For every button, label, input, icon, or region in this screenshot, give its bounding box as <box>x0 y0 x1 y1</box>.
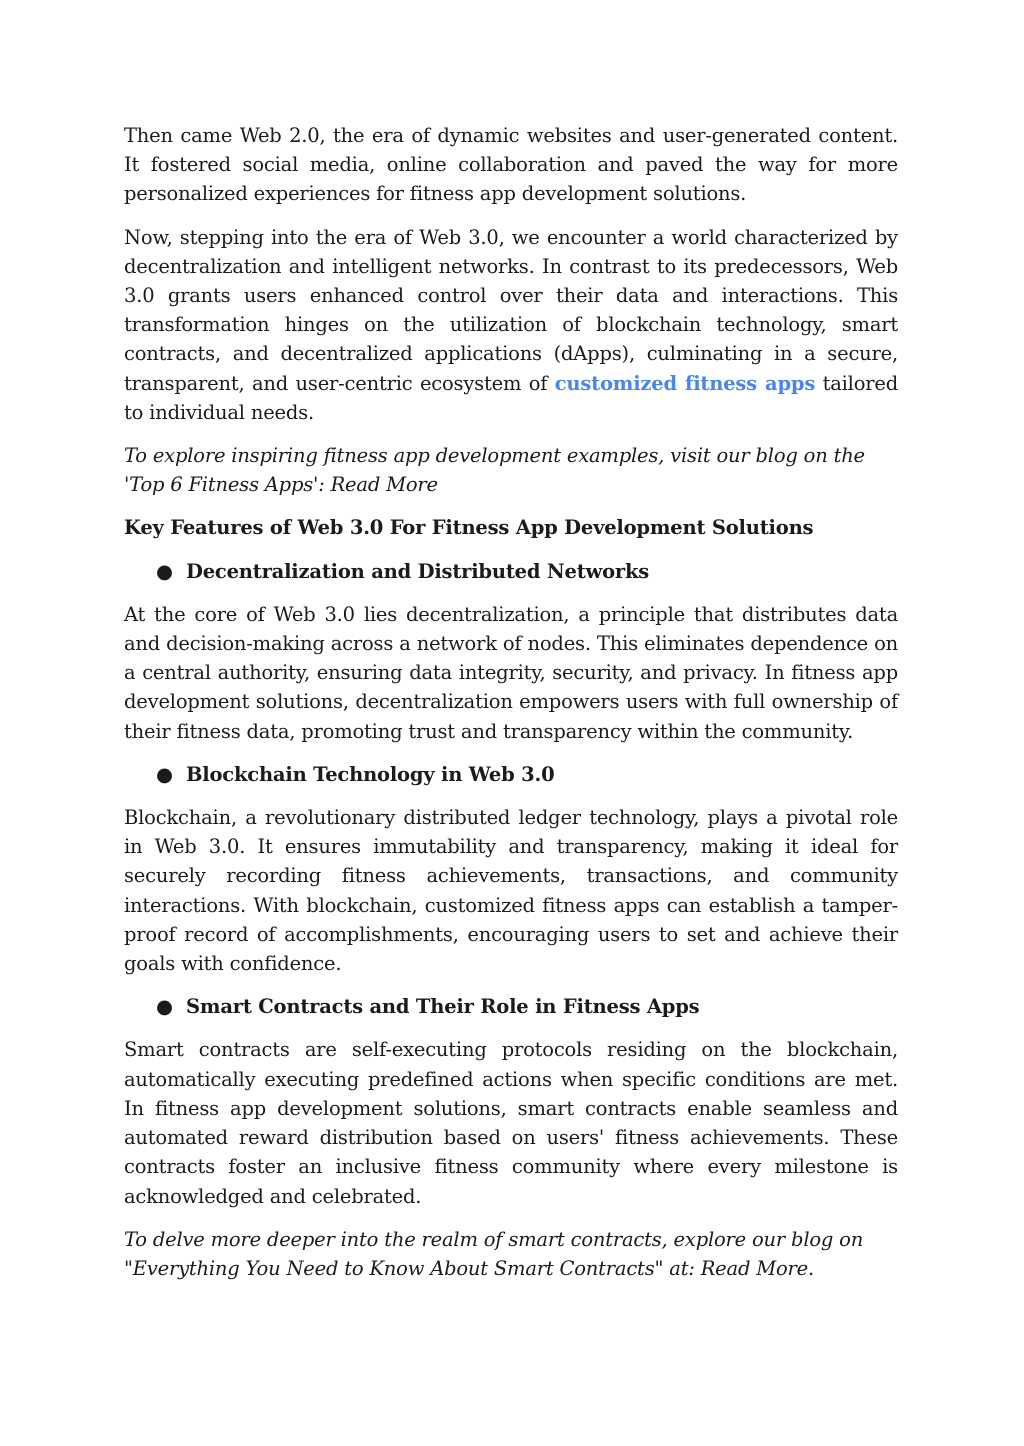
bullet-icon: ● <box>156 762 173 786</box>
smart-contracts-note: To delve more deeper into the realm of smart contracts, explore our blog on "Everything You Need to Know About Smart Contracts" at: Read More. <box>124 1227 864 1280</box>
feature-title: Smart Contracts and Their Role in Fitness Apps <box>186 995 700 1019</box>
feature-heading-decentralization <box>124 557 898 586</box>
customized-fitness-apps-link[interactable]: customized fitness apps <box>554 371 816 395</box>
feature-body-blockchain: Blockchain, a revolutionary distributed ledger technology, plays a pivotal role in Web 3.0. It ensures immutability and transparency, making it ideal for securely recording fitness achievements, transactions, and community interactions. With blockchain, customized fitness apps can establish a tamper-proof record of accomplishments, encouraging users to set and achieve their goals with confidence. <box>124 806 898 976</box>
feature-title: Decentralization and Distributed Networks <box>186 559 650 583</box>
paragraph-web3-text-after: tailored to individual needs. <box>124 371 898 424</box>
section-heading: Key Features of Web 3.0 For Fitness App Development Solutions <box>124 516 814 540</box>
explore-examples-note: To explore inspiring fitness app development examples, visit our blog on the 'Top 6 Fitness Apps': Read More <box>124 444 865 497</box>
paragraph-web2: Then came Web 2.0, the era of dynamic websites and user-generated content. It fostered social media, online collaboration and paved the way for more personalized experiences for fitness app development solutions. <box>124 124 898 206</box>
feature-title: Blockchain Technology in Web 3.0 <box>186 762 555 786</box>
document-page <box>124 121 898 1297</box>
bullet-icon: ● <box>156 559 173 583</box>
paragraph-web3 <box>124 223 898 427</box>
feature-heading-smart-contracts <box>124 992 898 1021</box>
feature-body-decentralization: At the core of Web 3.0 lies decentralization, a principle that distributes data and decision-making across a network of nodes. This eliminates dependence on a central authority, ensuring data integrity, security, and privacy. In fitness app development solutions, decentralization empowers users with full ownership of their fitness data, promoting trust and transparency within the community. <box>124 602 898 743</box>
bullet-icon: ● <box>156 995 173 1019</box>
feature-body-smart-contracts: Smart contracts are self-executing protocols residing on the blockchain, automatically executing predefined actions when specific conditions are met. In fitness app development solutions, smart contracts enable seamless and automated reward distribution based on users' fitness achievements. These contracts foster an inclusive fitness community where every milestone is acknowledged and celebrated. <box>124 1038 898 1208</box>
feature-heading-blockchain <box>124 760 898 789</box>
paragraph-web3-text-before: Now, stepping into the era of Web 3.0, we encounter a world characterized by decentralization and intelligent networks. In contrast to its predecessors, Web 3.0 grants users enhanced control over their data and interactions. This transformation hinges on the utilization of blockchain technology, smart contracts, and decentralized applications (dApps), culminating in a secure, transparent, and user-centric ecosystem of <box>124 225 898 395</box>
